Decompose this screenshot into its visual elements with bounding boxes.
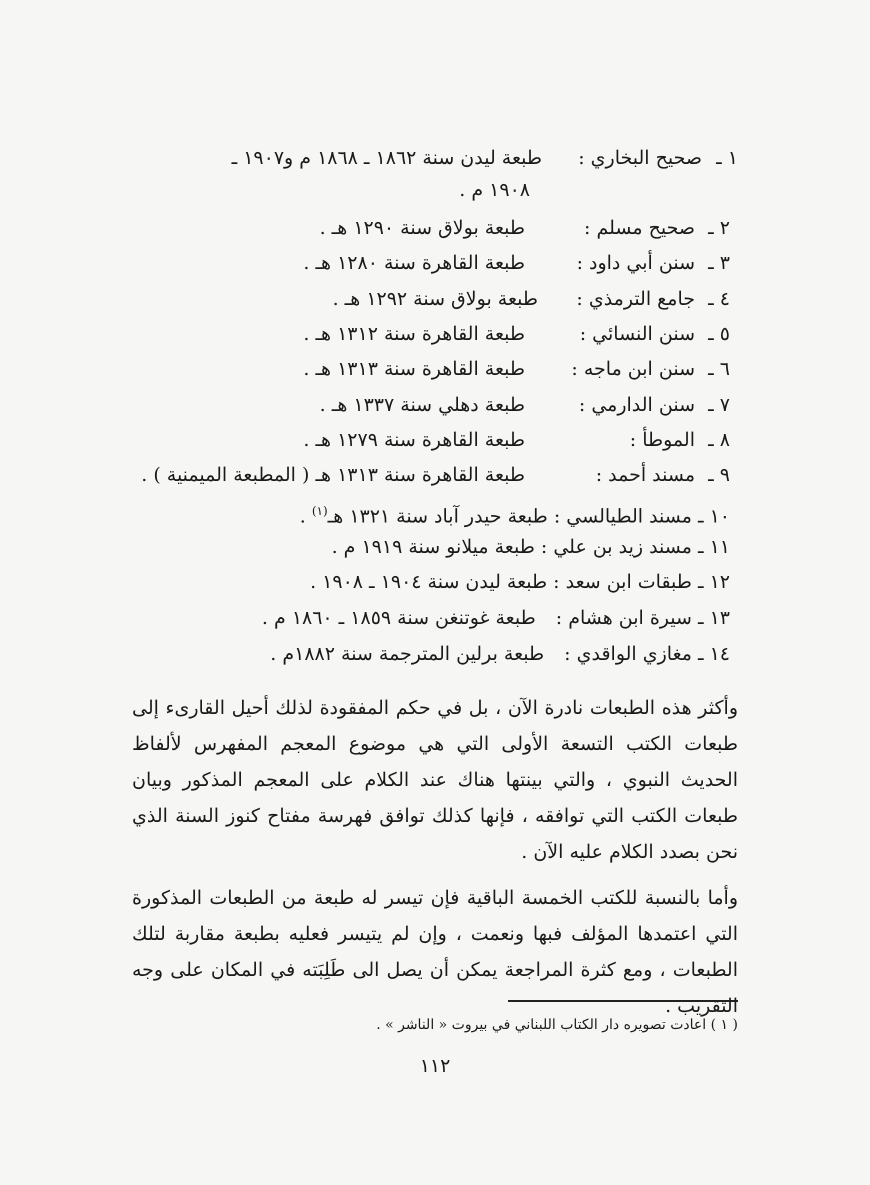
list-item — [0, 140, 870, 176]
list-item — [0, 457, 870, 493]
body-paragraph: وأما بالنسبة للكتب الخمسة الباقية فإن تيسر له طبعة من الطبعات المذكورة التي اعتمدها المؤلف فبها ونعمت ، وإن لم يتيسر فعليه بطبعة مقاربة لتلك الطبعات ، ومع كثرة المراجعة يمكن أن يصل الى طَلِبَته في المكان على وجه التقريب . — [132, 887, 738, 1017]
list-item — [0, 316, 870, 352]
edition-info: طبعة القاهرة سنة ١٣١٣ هـ ( المطبعة الميمنية ) . — [141, 464, 525, 486]
book-title: صحيح مسلم : — [584, 217, 695, 239]
entry-number: ١١ ـ — [697, 536, 730, 558]
entry-number: ٨ ـ — [708, 429, 730, 451]
edition-info: طبعة غوتنغن سنة ١٨٥٩ ـ ١٨٦٠ م . — [261, 607, 536, 629]
list-item — [0, 422, 870, 458]
edition-info: طبعة ليدن سنة ١٩٠٤ ـ ١٩٠٨ . — [310, 571, 548, 593]
book-title: سنن الدارمي : — [578, 394, 695, 416]
edition-info: طبعة ميلانو سنة ١٩١٩ م . — [331, 536, 535, 558]
edition-info: طبعة القاهرة سنة ١٣١٢ هـ . — [303, 323, 525, 345]
book-title: مغازي الواقدي : — [564, 643, 692, 665]
book-title: سنن النسائي : — [579, 323, 695, 345]
entry-number: ٥ ـ — [708, 323, 730, 345]
book-title: سنن ابن ماجه : — [571, 358, 695, 380]
edition-info: طبعة ليدن سنة ١٨٦٢ ـ ١٨٦٨ م و١٩٠٧ ـ — [231, 147, 542, 169]
footnote-mark: (١) — [311, 504, 328, 518]
edition-end: . — [299, 505, 312, 528]
book-title: سنن أبي داود : — [576, 252, 695, 274]
list-item — [0, 281, 870, 317]
book-title: الموطأ : — [629, 429, 695, 451]
entry-continuation: ١٩٠٨ م . — [459, 179, 530, 201]
entry-number: ١ ـ — [716, 147, 738, 169]
book-title: مسند زيد بن علي : — [540, 536, 692, 558]
book-title: صحيح البخاري : — [578, 147, 702, 169]
entry-number: ١٣ ـ — [697, 607, 730, 629]
list-item — [0, 245, 870, 281]
entry-number: ١٤ ـ — [697, 643, 730, 665]
edition-info: طبعة بولاق سنة ١٢٩٢ هـ . — [332, 288, 538, 310]
entry-number: ٢ ـ — [708, 217, 730, 239]
footnote: ( ١ ) اعادت تصويره دار الكتاب اللبناني في بيروت « الناشر » . — [376, 1017, 738, 1033]
list-item — [310, 564, 730, 600]
list-item — [270, 636, 730, 672]
edition-info: طبعة القاهرة سنة ١٣١٣ هـ . — [303, 358, 525, 380]
book-title: مسند الطيالسي : — [553, 505, 692, 528]
entry-number: ٧ ـ — [708, 394, 730, 416]
edition-info: طبعة بولاق سنة ١٢٩٠ هـ . — [319, 217, 525, 239]
edition-info: طبعة دهلي سنة ١٣٣٧ هـ . — [319, 394, 525, 416]
book-title: مسند أحمد : — [595, 464, 695, 486]
body-paragraph: وأكثر هذه الطبعات نادرة الآن ، بل في حكم المفقودة لذلك أحيل القارىء إلى طبعات الكتب التسعة الأولى التي هي موضوع المعجم المفهرس لألفاظ الحديث النبوي ، والتي بينتها هناك عند الكلام على المعجم المذكور وبيان طبعات الكتب التي توافقه ، فإنها كذلك توافق فهرسة مفتاح كنوز السنة الذي نحن بصدد الكلام عليه الآن . — [132, 697, 738, 863]
edition-info: طبعة القاهرة سنة ١٢٧٩ هـ . — [303, 429, 525, 451]
book-title: طبقات ابن سعد : — [553, 571, 692, 593]
list-item — [0, 387, 870, 423]
entry-number: ١٠ ـ — [697, 505, 730, 528]
list-item — [332, 529, 730, 565]
entry-number: ٣ ـ — [708, 252, 730, 274]
page-number: ١١٢ — [419, 1055, 451, 1077]
entry-number: ١٢ ـ — [697, 571, 730, 593]
entry-number: ٤ ـ — [708, 288, 730, 310]
edition-info: طبعة حيدر آباد سنة ١٣٢١ هـ — [327, 505, 548, 528]
footnote-divider — [508, 1000, 738, 1002]
book-title: جامع الترمذي : — [576, 288, 695, 310]
list-item — [262, 600, 730, 636]
entry-number: ٩ ـ — [708, 464, 730, 486]
edition-info: طبعة برلين المترجمة سنة ١٨٨٢م . — [270, 643, 545, 665]
edition-info: طبعة القاهرة سنة ١٢٨٠ هـ . — [303, 252, 525, 274]
list-item — [0, 210, 870, 246]
book-title: سيرة ابن هشام : — [555, 607, 692, 629]
entry-number: ٦ ـ — [708, 358, 730, 380]
list-item — [0, 351, 870, 387]
list-item — [300, 493, 730, 529]
